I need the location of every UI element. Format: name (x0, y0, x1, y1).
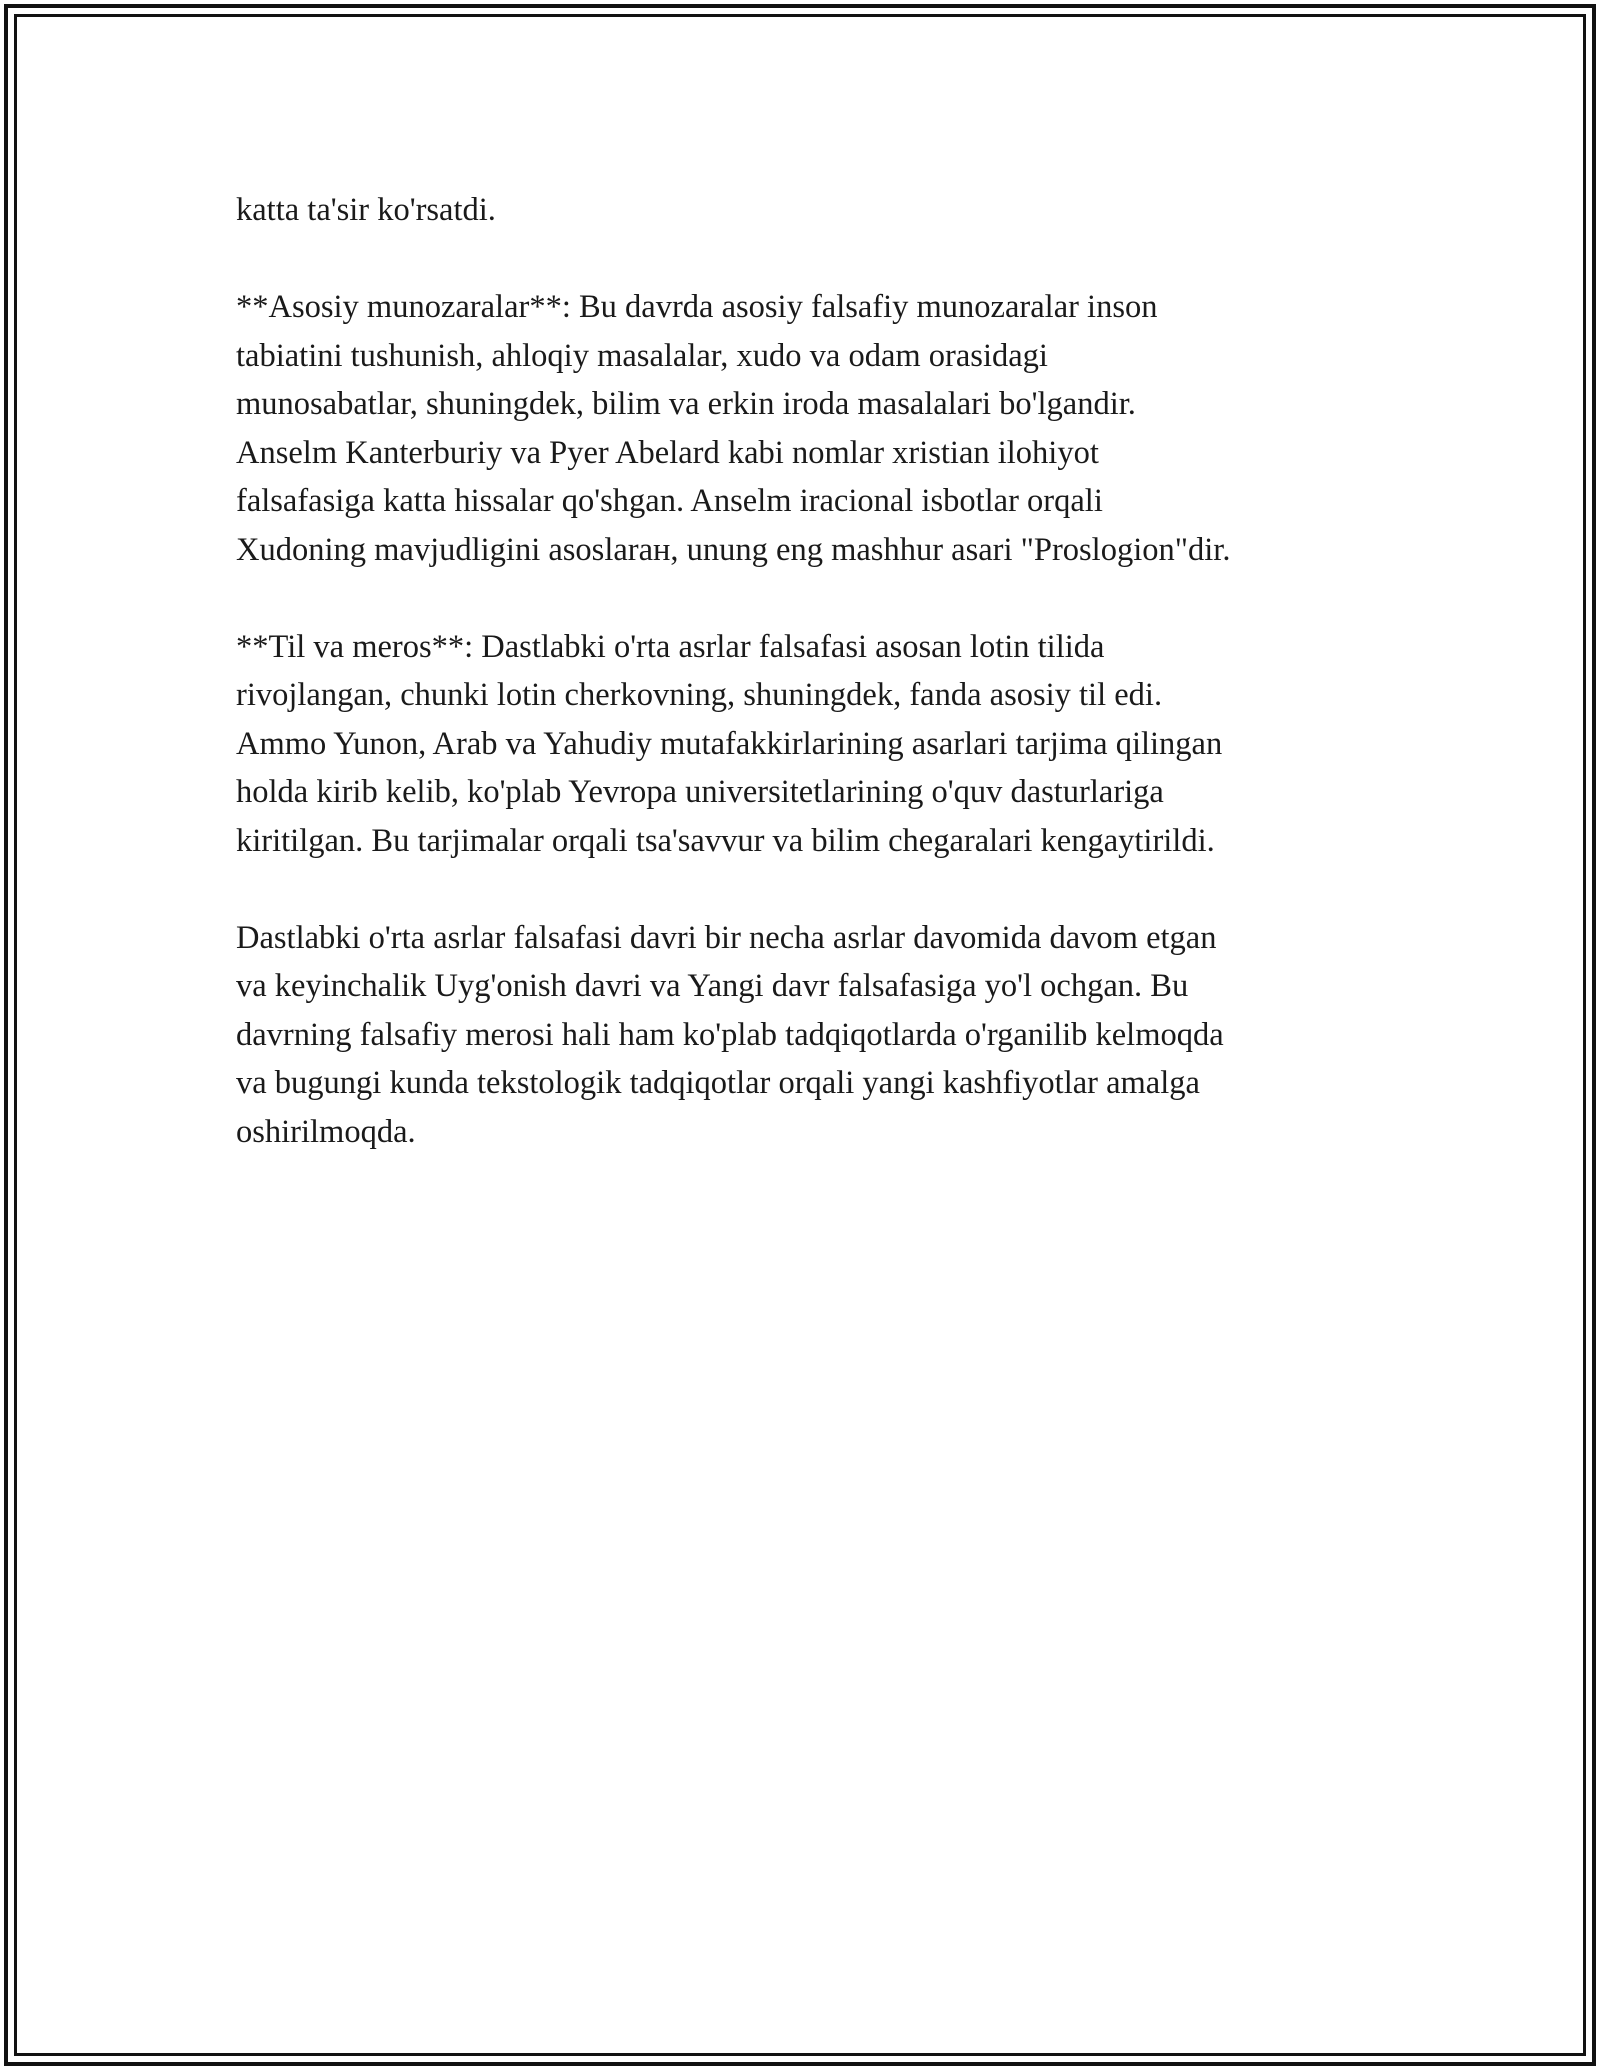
text-line: Dastlabki o'rta asrlar falsafasi davri bir necha asrlar davomida davom etgan (236, 919, 1217, 956)
document-body (236, 186, 1386, 1205)
paragraph-language-legacy (236, 623, 1386, 866)
text-line: davrning falsafiy merosi hali ham ko'plab tadqiqotlarda o'rganilib kelmoqda (236, 1016, 1224, 1053)
text-line: munosabatlar, shuningdek, bilim va erkin iroda masalalari bo'lgandir. (236, 386, 1136, 422)
text-line: Ammo Yunon, Arab va Yahudiy mutafakkirlarining asarlari tarjima qilingan (236, 725, 1223, 762)
text-line: falsafasiga katta hissalar qo'shgan. Anselm iracional isbotlar orqali (236, 483, 1103, 519)
text-line: Anselm Kanterburiy va Pyer Abelard kabi nomlar xristian ilohiyot (236, 434, 1099, 471)
paragraph-conclusion (236, 914, 1386, 1157)
text-line: va bugungi kunda tekstologik tadqiqotlar orqali yangi kashfiyotlar amalga (236, 1065, 1200, 1101)
text-line: katta ta'sir ko'rsatdi. (236, 192, 496, 228)
text-line: Xudoning mavjudligini asoslaraн, unung eng mashhur asari "Proslogion"dir. (236, 531, 1231, 568)
text-line: **Asosiy munozaralar**: Bu davrda asosiy falsafiy munozaralar inson (236, 289, 1158, 325)
text-line: kiritilgan. Bu tarjimalar orqali tsa'savvur va bilim chegaralari kengaytirildi. (236, 822, 1215, 859)
text-line: holda kirib kelib, ko'plab Yevropa universitetlarining o'quv dasturlariga (236, 774, 1164, 810)
text-line: oshirilmoqda. (236, 1113, 416, 1150)
paragraph-main-debates (236, 283, 1386, 574)
paragraph-continuation (236, 186, 1386, 235)
text-line: **Til va meros**: Dastlabki o'rta asrlar falsafasi asosan lotin tilida (236, 628, 1105, 665)
text-line: va keyinchalik Uyg'onish davri va Yangi davr falsafasiga yo'l ochgan. Bu (236, 968, 1189, 1004)
text-line: tabiatini tushunish, ahloqiy masalalar, xudo va odam orasidagi (236, 337, 1048, 374)
text-line: rivojlangan, chunki lotin cherkovning, shuningdek, fanda asosiy til edi. (236, 677, 1163, 713)
